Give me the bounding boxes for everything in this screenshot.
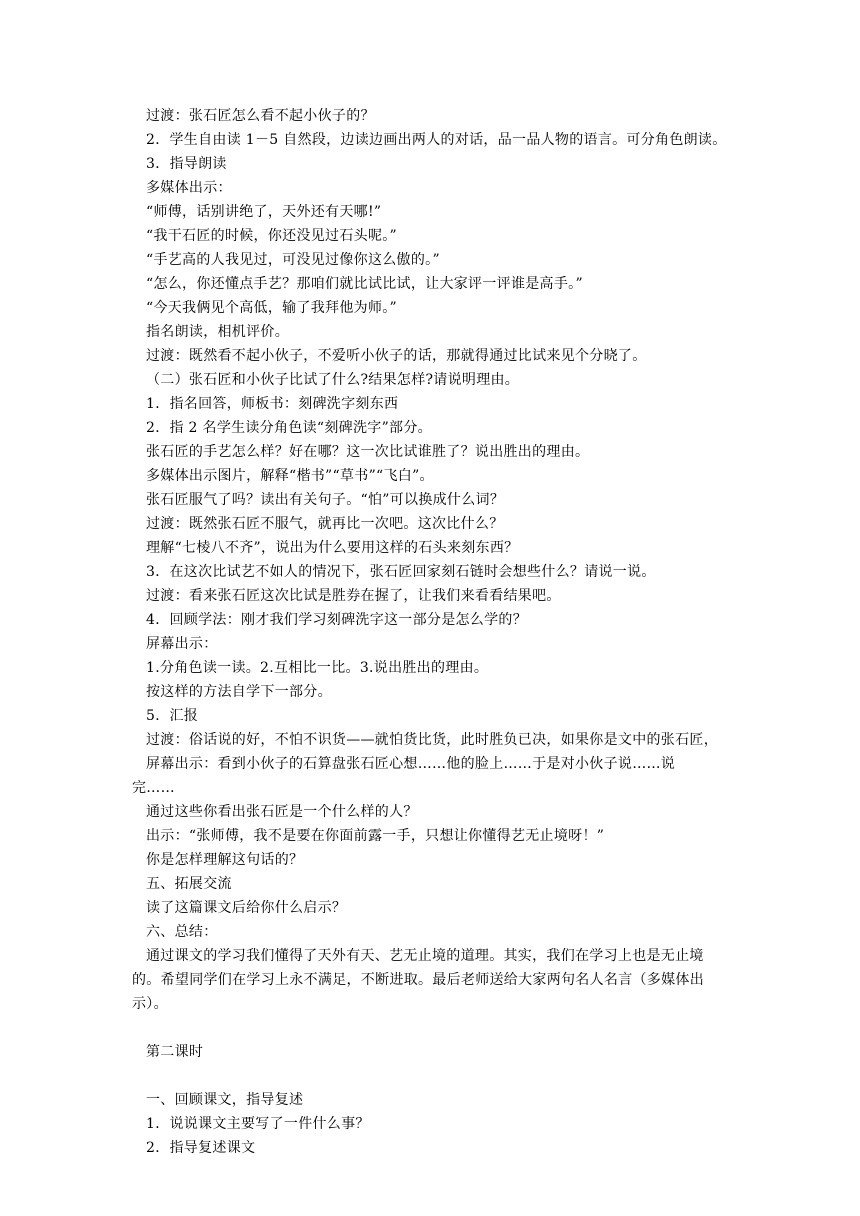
text-line: 过渡：既然看不起小伙子，不爱听小伙子的话，那就得通过比试来见个分晓了。 — [146, 348, 647, 364]
text-line: 过渡：既然张石匠不服气，就再比一次吧。这次比什么？ — [146, 516, 504, 532]
text-line: 多媒体出示： — [146, 180, 232, 196]
text-line: 通过课文的学习我们懂得了天外有天、艺无止境的道理。其实，我们在学习上也是无止境 — [146, 948, 704, 964]
text-line: 一、回顾课文，指导复述 — [146, 1092, 304, 1108]
text-line: “今天我俩见个高低，输了我拜他为师。” — [146, 300, 398, 316]
text-line: 多媒体出示图片，解释“楷书”“草书”“飞白”。 — [146, 468, 434, 484]
text-line: 过渡：看来张石匠这次比试是胜券在握了，让我们来看看结果吧。 — [146, 588, 561, 604]
text-line: 屏幕出示： — [146, 636, 218, 652]
text-line: 你是怎样理解这句话的？ — [146, 852, 304, 868]
text-line: 2．指导复述课文 — [146, 1140, 256, 1156]
text-line: 六、总结： — [146, 924, 218, 940]
text-line: 1.分角色读一读。2.互相比一比。3.说出胜出的理由。 — [146, 660, 489, 676]
text-line: 五、拓展交流 — [146, 876, 232, 892]
text-line: 完…… — [132, 780, 175, 796]
text-line: “怎么，你还懂点手艺？那咱们就比试比试，让大家评一评谁是高手。” — [146, 276, 583, 292]
text-line: 张石匠的手艺怎么样？好在哪？这一次比试谁胜了？说出胜出的理由。 — [146, 444, 590, 460]
text-line: 3．在这次比试艺不如人的情况下，张石匠回家刻石链时会想些什么？请说一说。 — [146, 564, 656, 580]
text-line: 过渡：张石匠怎么看不起小伙子的？ — [146, 108, 375, 124]
text-line: “师傅，话别讲绝了，天外还有天哪!” — [146, 204, 382, 220]
text-line: 1．指名回答，师板书：刻碑洗字刻东西 — [146, 396, 399, 412]
text-line: 示）。 — [132, 996, 168, 1012]
text-line: 张石匠服气了吗？读出有关句子。“怕”可以换成什么词？ — [146, 492, 505, 508]
text-line: 3．指导朗读 — [146, 156, 227, 172]
text-line: 通过这些你看出张石匠是一个什么样的人？ — [146, 804, 418, 820]
text-line: 理解“七棱八不齐”，说出为什么要用这样的石头来刻东西？ — [146, 540, 519, 556]
text-line: 出示：“张师傅，我不是要在你面前露一手，只想让你懂得艺无止境呀！” — [146, 828, 605, 844]
text-line: “我干石匠的时候，你还没见过石头呢。” — [146, 228, 398, 244]
text-line: 1．说说课文主要写了一件什么事？ — [146, 1116, 370, 1132]
text-line: 2．学生自由读 1－5 自然段，边读边画出两人的对话，品一品人物的语言。可分角色朗读。 — [146, 132, 727, 148]
text-line: “手艺高的人我见过，可没见过像你这么傲的。” — [146, 252, 440, 268]
text-line: 指名朗读，相机评价。 — [146, 324, 289, 340]
text-line: 2．指 2 名学生读分角色读“刻碑洗字”部分。 — [146, 420, 432, 436]
text-line: 4．回顾学法：刚才我们学习刻碑洗字这一部分是怎么学的？ — [146, 612, 528, 628]
text-line: 的。希望同学们在学习上永不满足，不断进取。最后老师送给大家两句名人名言（多媒体出 — [132, 972, 704, 988]
text-line: （二）张石匠和小伙子比试了什么?结果怎样?请说明理由。 — [146, 372, 520, 388]
text-line: 过渡：俗话说的好，不怕不识货——就怕货比货，此时胜负已决，如果你是文中的张石匠， — [146, 732, 718, 748]
text-line: 屏幕出示：看到小伙子的石算盘张石匠心想……他的脸上……于是对小伙子说……说 — [146, 756, 676, 772]
text-line: 5．汇报 — [146, 708, 199, 724]
text-line: 读了这篇课文后给你什么启示？ — [146, 900, 347, 916]
section-heading: 第二课时 — [146, 1044, 204, 1060]
text-line: 按这样的方法自学下一部分。 — [146, 684, 332, 700]
